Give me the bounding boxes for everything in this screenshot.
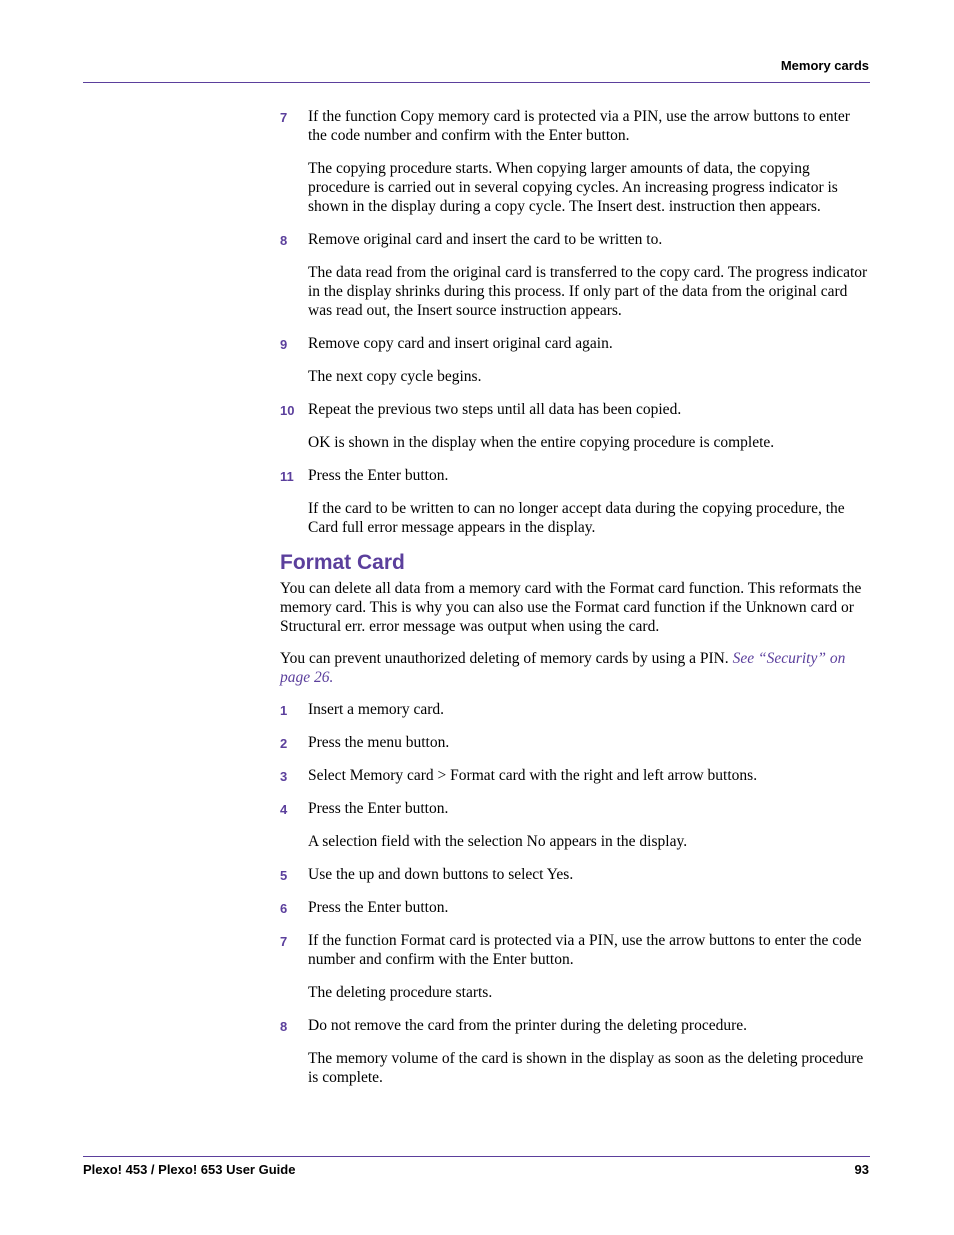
step-text: Press the Enter button. [308, 899, 449, 916]
step-number: 1 [280, 703, 288, 718]
step-note: The copying procedure starts. When copying larger amounts of data, the copying procedure is carried out in several copying cycles. An increasing progress indicator is shown in the display during a copy cycle. The Insert dest. instruction then appears. [308, 160, 838, 215]
step-item [280, 230, 870, 249]
step-text: Select Memory card > Format card with the right and left arrow buttons. [308, 767, 758, 784]
step-item [280, 799, 870, 818]
step-number: 10 [280, 403, 295, 418]
step-item [280, 865, 870, 884]
step-text: Repeat the previous two steps until all data has been copied. [308, 401, 682, 418]
step-text: Press the Enter button. [308, 800, 449, 817]
step-number: 4 [280, 802, 288, 817]
step-text: Press the menu button. [308, 734, 450, 751]
step-note: The memory volume of the card is shown in the display as soon as the deleting procedure is complete. [308, 1050, 864, 1086]
step-note: The next copy cycle begins. [308, 368, 482, 385]
step-item [280, 700, 870, 719]
step-item [280, 107, 870, 145]
step-item [280, 1016, 870, 1035]
step-number: 6 [280, 901, 288, 916]
step-item [280, 466, 870, 485]
step-note: OK is shown in the display when the entire copying procedure is complete. [308, 434, 775, 451]
step-number: 5 [280, 868, 288, 883]
step-number: 7 [280, 934, 288, 949]
step-item [280, 733, 870, 752]
paragraph-text: You can prevent unauthorized deleting of memory cards by using a PIN. [280, 650, 733, 667]
step-item [280, 400, 870, 419]
step-item [280, 334, 870, 353]
step-note: A selection field with the selection No appears in the display. [308, 833, 688, 850]
footer-rule [83, 1156, 870, 1157]
step-text: Insert a memory card. [308, 701, 444, 718]
header-rule [83, 82, 870, 83]
step-number: 9 [280, 337, 288, 352]
step-item [280, 766, 870, 785]
step-text: Remove original card and insert the card to be written to. [308, 231, 663, 248]
step-number: 3 [280, 769, 288, 784]
step-number: 8 [280, 233, 288, 248]
step-number: 11 [280, 469, 294, 484]
step-text: Press the Enter button. [308, 467, 449, 484]
step-number: 7 [280, 110, 288, 125]
step-item [280, 898, 870, 917]
security-cross-reference-link[interactable]: See “Security” on page 26. [280, 650, 846, 686]
step-note: If the card to be written to can no longer accept data during the copying procedure, the Card full error message appears in the display. [308, 500, 845, 536]
step-text: If the function Format card is protected via a PIN, use the arrow buttons to enter the code number and confirm with the Enter button. [308, 932, 862, 968]
step-text: Do not remove the card from the printer during the deleting procedure. [308, 1017, 748, 1034]
step-number: 2 [280, 736, 288, 751]
section-paragraph-pin [280, 649, 870, 687]
section-heading: Format Card [280, 551, 405, 574]
step-text: Remove copy card and insert original card again. [308, 335, 613, 352]
running-header: Memory cards [780, 58, 869, 73]
page-number: 93 [854, 1162, 869, 1177]
step-number: 8 [280, 1019, 288, 1034]
step-item [280, 931, 870, 969]
step-text: Use the up and down buttons to select Yes. [308, 866, 574, 883]
step-text: If the function Copy memory card is protected via a PIN, use the arrow buttons to enter the code number and confirm with the Enter button. [308, 108, 850, 144]
step-note: The deleting procedure starts. [308, 984, 493, 1001]
section-paragraph: You can delete all data from a memory card with the Format card function. This reformats the memory card. This is why you can also use the Format card function if the Unknown card or Structural err. error message was output when using the card. [280, 580, 862, 635]
step-note: The data read from the original card is transferred to the copy card. The progress indicator in the display shrinks during this process. If only part of the data from the original card was read out, the Insert source instruction appears. [308, 264, 868, 319]
footer-guide-title: Plexo! 453 / Plexo! 653 User Guide [83, 1162, 296, 1177]
page-content [280, 107, 870, 1101]
